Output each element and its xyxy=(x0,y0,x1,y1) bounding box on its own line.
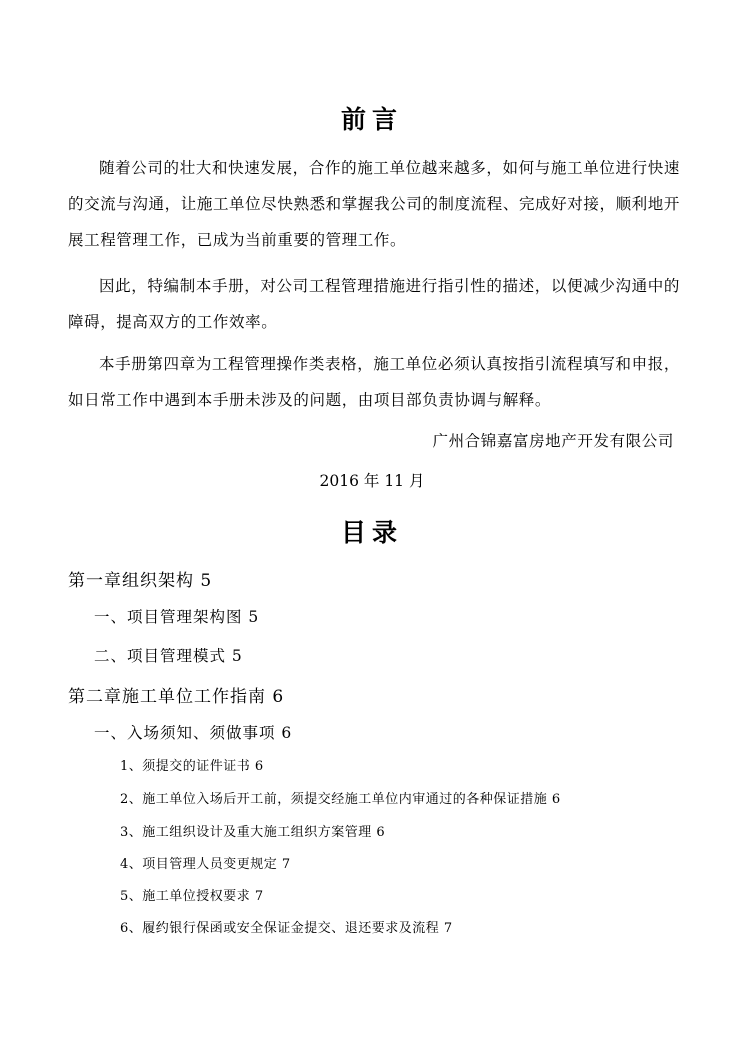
preface-paragraph-3: 本手册第四章为工程管理操作类表格，施工单位必须认真按指引流程填写和申报，如日常工作中遇到本手册未涉及的问题，由项目部负责协调与解释。 xyxy=(68,355,680,409)
company-signature: 广州合锦嘉富房地产开发有限公司 xyxy=(432,432,674,450)
toc-item[interactable]: 一、项目管理架构图 5 xyxy=(94,608,260,626)
preface-paragraph-2: 因此，特编制本手册，对公司工程管理措施进行指引性的描述，以便减少沟通中的障碍，提高双方的工作效率。 xyxy=(68,277,680,331)
preface-date: 2016 年 11 月 xyxy=(319,472,425,490)
toc-item[interactable]: 2、施工单位入场后开工前，须提交经施工单位内审通过的各种保证措施 6 xyxy=(120,792,561,807)
toc-item[interactable]: 第一章组织架构 5 xyxy=(68,571,213,591)
toc-item[interactable]: 3、施工组织设计及重大施工组织方案管理 6 xyxy=(120,825,386,840)
preface-title: 前言 xyxy=(340,105,403,134)
toc-item[interactable]: 一、入场须知、须做事项 6 xyxy=(94,724,293,742)
toc-title: 目录 xyxy=(340,518,403,547)
toc-item[interactable]: 第二章施工单位工作指南 6 xyxy=(68,687,285,707)
toc-item[interactable]: 6、履约银行保函或安全保证金提交、退还要求及流程 7 xyxy=(120,921,453,936)
toc-item[interactable]: 1、须提交的证件证书 6 xyxy=(120,759,264,774)
toc-item[interactable]: 二、项目管理模式 5 xyxy=(94,647,243,665)
preface-paragraph-1: 随着公司的壮大和快速发展，合作的施工单位越来越多，如何与施工单位进行快速的交流与沟通，让施工单位尽快熟悉和掌握我公司的制度流程、完成好对接，顺利地开展工程管理工作，已成为当前重要的管理工作。 xyxy=(68,159,680,249)
toc-item[interactable]: 5、施工单位授权要求 7 xyxy=(120,889,264,904)
toc-item[interactable]: 4、项目管理人员变更规定 7 xyxy=(120,857,291,872)
